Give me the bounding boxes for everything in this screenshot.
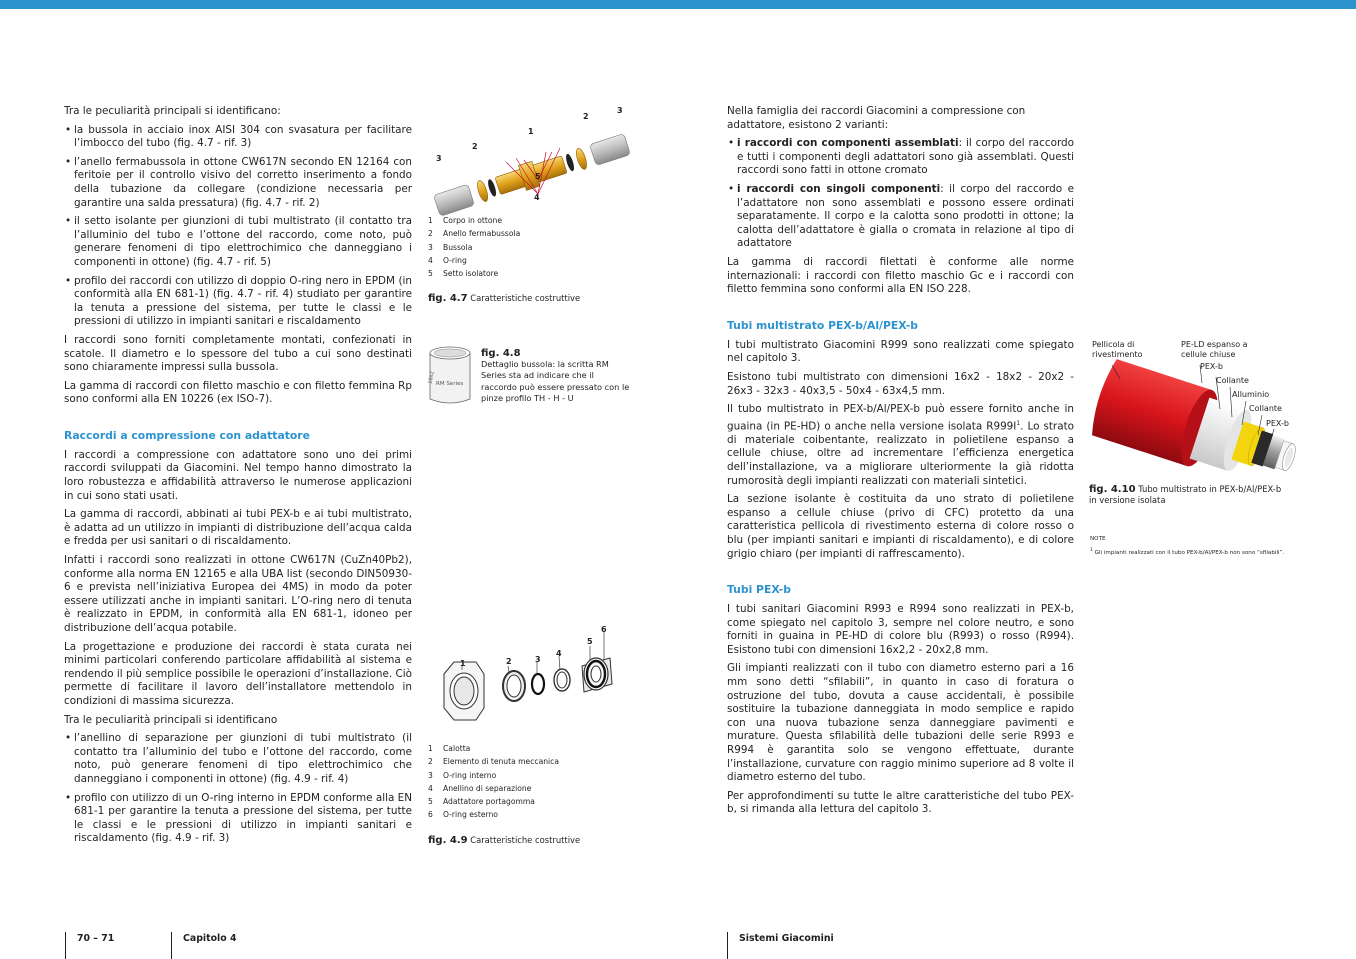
label-pe-ld: PE-LD espanso a cellule chiuse xyxy=(1181,340,1248,359)
inner-oring xyxy=(532,674,544,694)
footer-divider xyxy=(727,932,728,959)
figure-caption: Caratteristiche costruttive xyxy=(470,835,581,845)
paragraph: La progettazione e produzione dei raccordi è stata curata nei minimi particolari conferendo particolare affidabilità al sistema e rendendo il più semplice possibile le operazioni d’installazione. Ciò permette di facilitare il lavoro dell’installatore mettendolo in condizioni di massima sicurezza. xyxy=(64,640,412,707)
top-accent-bar xyxy=(0,0,1356,9)
fig-4-10-caption xyxy=(1089,484,1289,506)
callout-number: 3 xyxy=(436,154,442,163)
list-item: • i raccordi con componenti assemblati: il corpo del raccordo e tutti i componenti degli adattatori sono già assemblati. Questi raccordi sono fatti in ottone cromato xyxy=(727,137,1074,178)
page-numbers: 70 – 71 xyxy=(77,933,115,944)
legend-item: 5 Adattatore portagomma xyxy=(428,797,535,807)
intro-text: Tra le peculiarità principali si identificano: xyxy=(64,105,281,117)
paragraph: Infatti i raccordi sono realizzati in ottone CW617N (CuZn40Pb2), conforme alla norma EN 12165 e alla UBA list (secondo DIN50930-6 e prevista nell’iniziativa Europea dei 4MS) in modo da poter essere utilizzati anche in impianti sanitari. L’O-ring nero di tenuta è realizzato in EPDM, in conformità alla EN 681-1, idoneo per distribuzione dell’acqua potabile. xyxy=(64,554,412,634)
list-item: • profilo con utilizzo di un O-ring interno in EPDM conforme alla EN 681-1 per garantire la tenuta a pressione del sistema, per tutte le classi e le pressioni di utilizzo in impianti sanitari e riscaldamento (fig. 4.9 - rif. 3) xyxy=(64,792,412,846)
label-collante-inner: Collante xyxy=(1249,404,1282,413)
list-item: • la bussola in acciaio inox AISI 304 con svasatura per facilitare l’imbocco del tubo (fig. 4.7 - rif. 3) xyxy=(64,124,412,151)
label-pex-b-outer: PEX-b xyxy=(1200,362,1223,371)
footer-divider xyxy=(171,932,172,959)
paragraph: La gamma di raccordi con filetto maschio e con filetto femmina Rp sono conformi alla EN 10226 (ex ISO-7). xyxy=(64,379,412,406)
fig-4-8-caption xyxy=(481,348,631,404)
legend-item: 2 Elemento di tenuta meccanica xyxy=(428,757,559,767)
brand-label: Sistemi Giacomini xyxy=(739,933,834,944)
label-collante-outer: Collante xyxy=(1216,376,1249,385)
left-text-column xyxy=(64,105,412,851)
paragraph: La sezione isolante è costituita da uno strato di polietilene espanso a cellule chiuse (privo di CFC) protetto da una caratteristica pellicola di rivestimento esterna di colore rosso o blu (per impianti sanitari e impianti di riscaldamento), e di colore grigio chiaro (per impianti di raffrescamento). xyxy=(727,493,1074,560)
label-alluminio: Alluminio xyxy=(1232,390,1270,399)
note-title: NOTE xyxy=(1090,536,1106,542)
list-item: • l’anellino di separazione per giunzioni di tubi multistrato (il contatto tra l’alluminio del tubo e l’ottone del raccordo, come noto, può generare fenomeni di tipo elettrochimico che danneggiano i componenti in ottone) (fig. 4.9 - rif. 4) xyxy=(64,732,412,786)
fig-4-9-legend xyxy=(428,742,559,822)
paragraph: I raccordi a compressione con adattatore sono uno dei primi raccordi sviluppati da Giacomini. Nel tempo hanno dimostrato la loro robustezza e affidabilità attraverso le numerose applicazioni in cui sono stati usati. xyxy=(64,448,412,502)
figure-caption: Tubo multistrato in PEX-b/Al/PEX-b in versione isolata xyxy=(1089,484,1282,505)
list-item: • l’anello fermabussola in ottone CW617N secondo EN 12164 con feritoie per il controllo visivo del corretto inserimento a fondo della tubazione da collegare (condizione necessaria per garantire una salda pressatura) (fig. 4.7 - rif. 2) xyxy=(64,156,412,210)
callout-number: 1 xyxy=(528,127,534,136)
intro-text: Tra le peculiarità principali si identificano xyxy=(64,713,278,726)
footnote: $^1$ Gli impianti realizzati con il tubo PEX-b/Al/PEX-b non sono “sfilabili”. xyxy=(1090,548,1285,556)
callout-number: 2 xyxy=(506,657,512,666)
paragraph: Il tubo multistrato in PEX-b/Al/PEX-b può essere fornito anche in guaina (in PE-HD) o anche nella versione isolata $R999I^1$. Lo strato di materiale coibentante, realizzato in polietilene espanso a cellule chiuse, oltre ad incrementare l’efficienza energetica dell’installazione, va a migliorare ulteriormente la già ridotta rumorosità degli impianti realizzati con materiali sintetici. xyxy=(727,403,1074,487)
figure-caption: Caratteristiche costruttive xyxy=(470,293,581,303)
legend-item: 4 Anellino di separazione xyxy=(428,783,532,793)
footer-divider xyxy=(65,932,66,959)
chapter-label: Capitolo 4 xyxy=(183,933,237,944)
callout-number: 1 xyxy=(460,659,466,668)
features-list xyxy=(64,124,412,329)
callout-number: 6 xyxy=(601,625,607,634)
callout-number: 4 xyxy=(556,649,562,658)
callout-number: 5 xyxy=(535,172,541,181)
paragraph: Esistono tubi multistrato con dimensioni 16x2 - 18x2 - 20x2 - 26x3 - 32x3 - 40x3,5 - 50x4 - 63x4,5 mm. xyxy=(727,370,1074,397)
list-item: • profilo dei raccordi con utilizzo di doppio O-ring nero in EPDM (in conformità alla EN 681-1) (fig. 4.7 - rif. 4) studiato per garantire la tenuta a pressione del sistema, per tutte le classi e le pressioni di utilizzo in impianti sanitari e riscaldamento xyxy=(64,275,412,329)
section-heading: Tubi multistrato PEX-b/Al/PEX-b xyxy=(727,318,918,332)
paragraph: I tubi multistrato Giacomini R999 sono realizzati come spiegato nel capitolo 3. xyxy=(727,338,1074,365)
sleeve-code: 16x2 xyxy=(427,370,436,385)
ring-left xyxy=(475,179,489,202)
legend-item: 3 Bussola xyxy=(428,242,473,252)
callout-number: 2 xyxy=(583,112,589,121)
paragraph: Per approfondimenti su tutte le altre caratteristiche del tubo PEX-b, si rimanda alla lettura del capitolo 3. xyxy=(727,789,1074,816)
fig-4-9-caption xyxy=(428,835,580,846)
fig-4-7-illustration xyxy=(420,100,650,210)
figure-caption: Dettaglio bussola: la scritta RM Series sta ad indicare che il raccordo può essere pressato con le pinze profilo TH - H - U xyxy=(481,359,630,403)
variants-list xyxy=(727,137,1074,251)
sleeve-left xyxy=(433,184,474,216)
legend-item: 1 Calotta xyxy=(428,744,471,753)
callout-number: 3 xyxy=(617,106,623,115)
paragraph: Gli impianti realizzati con il tubo con diametro esterno pari a 16 mm sono detti “sfilabili”, in quanto in caso di foratura o ostruzione del tubo, dovuta a cause accidentali, è possibile sostituire la tubazione danneggiata in modo semplice e rapido con una nuova tubazione senza danneggiare pavimenti e murature. Questa sfilabilità delle tubazioni delle serie R993 e R994 è garantita solo se vengono effettuate, durante l’installazione, curvature con raggio minimo superiore ad 8 volte il diametro esterno del tubo. xyxy=(727,662,1074,784)
legend-item: 6 O-ring esterno xyxy=(428,810,498,820)
legend-item: 4 O-ring xyxy=(428,255,467,265)
figure-label: fig. 4.9 xyxy=(428,835,468,846)
fig-4-7-caption xyxy=(428,293,580,304)
list-item: • i raccordi con singoli componenti: il corpo del raccordo e l’adattatore non sono assemblati e possono essere ordinati separatamente. Il corpo e la calotta sono prodotti in ottone; la calotta dell’adattatore è gialla o cromata in relazione al tipo di adattatore xyxy=(727,183,1074,251)
label-pellicola: Pellicola di rivestimento xyxy=(1092,340,1143,359)
legend-item: 2 Anello fermabussola xyxy=(428,229,521,239)
fig-4-7-legend xyxy=(428,214,520,280)
legend-item: 5 Setto isolatore xyxy=(428,269,499,279)
section-heading: Tubi PEX-b xyxy=(727,583,791,597)
label-pex-b-inner: PEX-b xyxy=(1266,419,1289,428)
paragraph: La gamma di raccordi, abbinati ai tubi PEX-b e ai tubi multistrato, è adatta ad un utilizzo in impianti di distribuzione dell’acqua calda e fredda per usi sanitari o di riscaldamento. xyxy=(64,508,412,548)
callout-number: 5 xyxy=(587,637,593,646)
fig-4-9-illustration xyxy=(432,622,622,732)
callout-number: 4 xyxy=(534,193,540,202)
paragraph: La gamma di raccordi filettati è conforme alle norme internazionali: i raccordi con filetto maschio Gc e i raccordi con filetto femmina sono conformi alla EN ISO 228. xyxy=(727,255,1074,296)
callout-number: 3 xyxy=(535,655,541,664)
section-heading: Raccordi a compressione con adattatore xyxy=(64,428,310,442)
figure-label: fig. 4.7 xyxy=(428,293,468,304)
figure-label: fig. 4.8 xyxy=(481,348,521,359)
paragraph: Nella famiglia dei raccordi Giacomini a compressione con adattatore, esistono 2 varianti: xyxy=(727,105,1026,131)
legend-item: 3 O-ring interno xyxy=(428,770,497,780)
features-list xyxy=(64,732,412,846)
paragraph: I tubi sanitari Giacomini R993 e R994 sono realizzati in PEX-b, come spiegato nel capitolo 3, sempre nel colore neutro, e sono forniti in guaina in PE-HD di colore blu (R993) o rosso (R994). Esistono tubi con dimensioni 16x2,2 - 20x2,8 mm. xyxy=(727,603,1074,656)
sleeve-marking: RM Series xyxy=(436,381,464,387)
callout-number: 2 xyxy=(472,142,478,151)
fig-4-8-sleeve-illustration xyxy=(426,345,474,407)
ring-right xyxy=(574,147,588,170)
legend-item: 1 Corpo in ottone xyxy=(428,216,503,225)
figure-label: fig. 4.10 xyxy=(1089,484,1136,495)
paragraph: I raccordi sono forniti completamente montati, confezionati in scatole. Il diametro e lo spessore del tubo a cui sono destinati sono chiaramente impressi sulla bussola. xyxy=(64,333,412,374)
list-item: • il setto isolante per giunzioni di tubi multistrato (il contatto tra l’alluminio del tubo e l’ottone del raccordo, come noto, può generare fenomeni di tipo elettrochimico che danneggiano i componenti in ottone) (fig. 4.7 - rif. 5) xyxy=(64,215,412,269)
right-text-column xyxy=(727,105,1074,822)
sleeve-right xyxy=(589,134,630,166)
